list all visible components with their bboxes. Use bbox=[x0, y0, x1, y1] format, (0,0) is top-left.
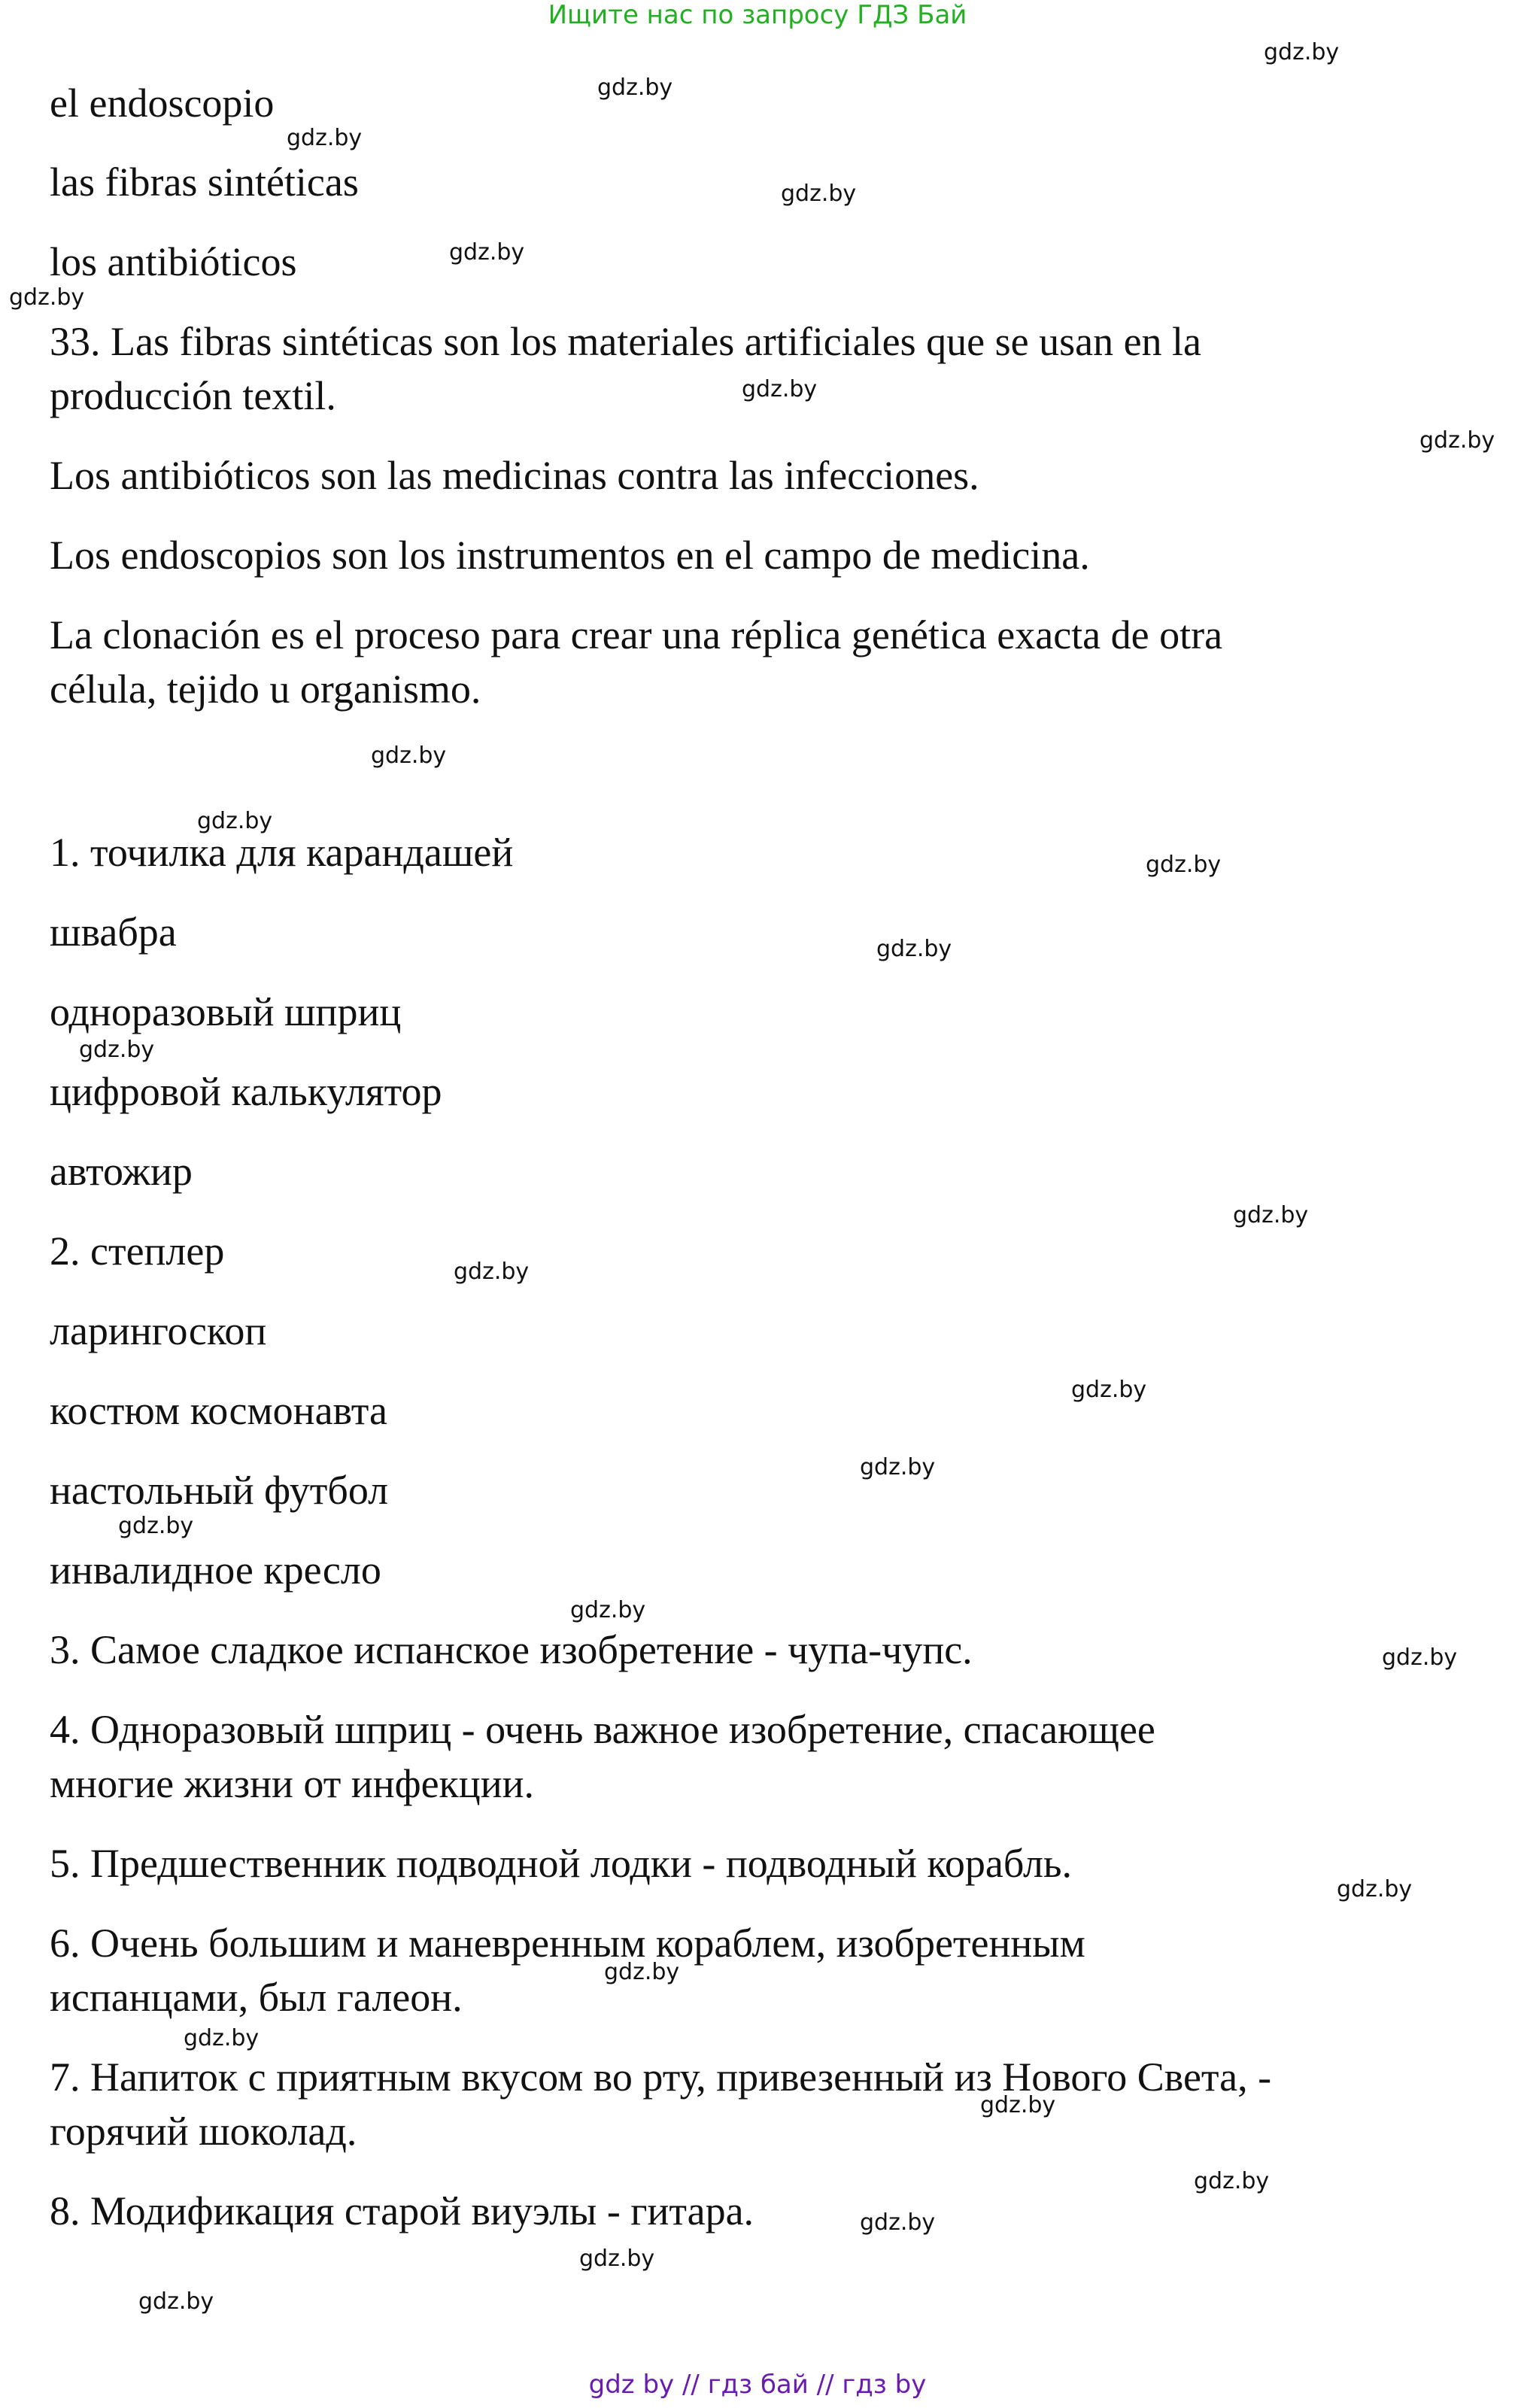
watermark: gdz.by bbox=[597, 74, 673, 101]
text-line: цифровой калькулятор bbox=[50, 1069, 442, 1114]
watermark: gdz.by bbox=[1194, 2168, 1270, 2194]
watermark: gdz.by bbox=[197, 808, 273, 834]
watermark: gdz.by bbox=[781, 181, 857, 207]
text-line: 8. Модификация старой виуэлы - гитара. bbox=[50, 2188, 754, 2233]
text-line: автожир bbox=[50, 1149, 193, 1194]
text-line: Los endoscopios son los instrumentos en el campo de medicina. bbox=[50, 533, 1090, 578]
watermark: gdz.by bbox=[454, 1259, 530, 1285]
watermark: gdz.by bbox=[1337, 1876, 1413, 1902]
watermark: gdz.by bbox=[1264, 39, 1340, 65]
watermark: gdz.by bbox=[9, 284, 85, 311]
watermark: gdz.by bbox=[287, 125, 363, 151]
watermark: gdz.by bbox=[118, 1513, 194, 1539]
watermark: gdz.by bbox=[579, 2246, 655, 2272]
text-line: испанцами, был галеон. bbox=[50, 1975, 463, 2020]
watermark: gdz.by bbox=[184, 2025, 260, 2051]
text-line: producción textil. bbox=[50, 373, 336, 418]
text-line: 4. Одноразовый шприц - очень важное изобретение, спасающее bbox=[50, 1707, 1155, 1752]
top-banner[interactable]: Ищите нас по запросу ГДЗ Бай bbox=[548, 0, 967, 30]
watermark: gdz.by bbox=[860, 2209, 936, 2236]
text-line: инвалидное кресло bbox=[50, 1547, 381, 1593]
watermark: gdz.by bbox=[449, 239, 525, 266]
text-line: 33. Las fibras sintéticas son los materiales artificiales que se usan en la bbox=[50, 319, 1202, 364]
watermark: gdz.by bbox=[1071, 1377, 1147, 1403]
watermark: gdz.by bbox=[79, 1037, 155, 1063]
text-line: las fibras sintéticas bbox=[50, 159, 359, 205]
text-line: 7. Напиток с приятным вкусом во рту, привезенный из Нового Света, - bbox=[50, 2054, 1272, 2100]
watermark: gdz.by bbox=[1233, 1202, 1309, 1228]
text-line: los antibióticos bbox=[50, 239, 297, 284]
text-line: ларингоскоп bbox=[50, 1308, 267, 1353]
text-line: одноразовый шприц bbox=[50, 989, 402, 1034]
text-line: La clonación es el proceso para crear una réplica genética exacta de otra bbox=[50, 612, 1223, 657]
watermark: gdz.by bbox=[371, 742, 447, 769]
text-line: 2. степлер bbox=[50, 1228, 225, 1274]
watermark: gdz.by bbox=[138, 2288, 214, 2315]
footer-links[interactable]: gdz by // гдз бай // гдз by bbox=[588, 2370, 927, 2400]
text-line: el endoscopio bbox=[50, 80, 275, 126]
text-line: горячий шоколад. bbox=[50, 2109, 357, 2154]
watermark: gdz.by bbox=[860, 1454, 936, 1480]
watermark: gdz.by bbox=[570, 1597, 646, 1623]
text-line: швабра bbox=[50, 909, 177, 955]
text-line: 5. Предшественник подводной лодки - подводный корабль. bbox=[50, 1841, 1073, 1886]
watermark: gdz.by bbox=[1382, 1644, 1458, 1671]
text-line: костюм космонавта bbox=[50, 1388, 387, 1433]
watermark: gdz.by bbox=[604, 1959, 680, 1985]
watermark: gdz.by bbox=[742, 376, 818, 402]
text-line: 6. Очень большим и маневренным кораблем, изобретенным bbox=[50, 1921, 1085, 1966]
text-line: многие жизни от инфекции. bbox=[50, 1761, 534, 1806]
watermark: gdz.by bbox=[1419, 427, 1495, 454]
watermark: gdz.by bbox=[1146, 852, 1222, 878]
watermark: gdz.by bbox=[980, 2092, 1056, 2118]
text-line: Los antibióticos son las medicinas contra las infecciones. bbox=[50, 453, 979, 498]
text-line: настольный футбол bbox=[50, 1468, 389, 1513]
text-line: 1. точилка для карандашей bbox=[50, 830, 514, 875]
watermark: gdz.by bbox=[876, 936, 952, 962]
text-line: célula, tejido u organismo. bbox=[50, 667, 481, 712]
text-line: 3. Самое сладкое испанское изобретение - чупа-чупс. bbox=[50, 1627, 973, 1672]
